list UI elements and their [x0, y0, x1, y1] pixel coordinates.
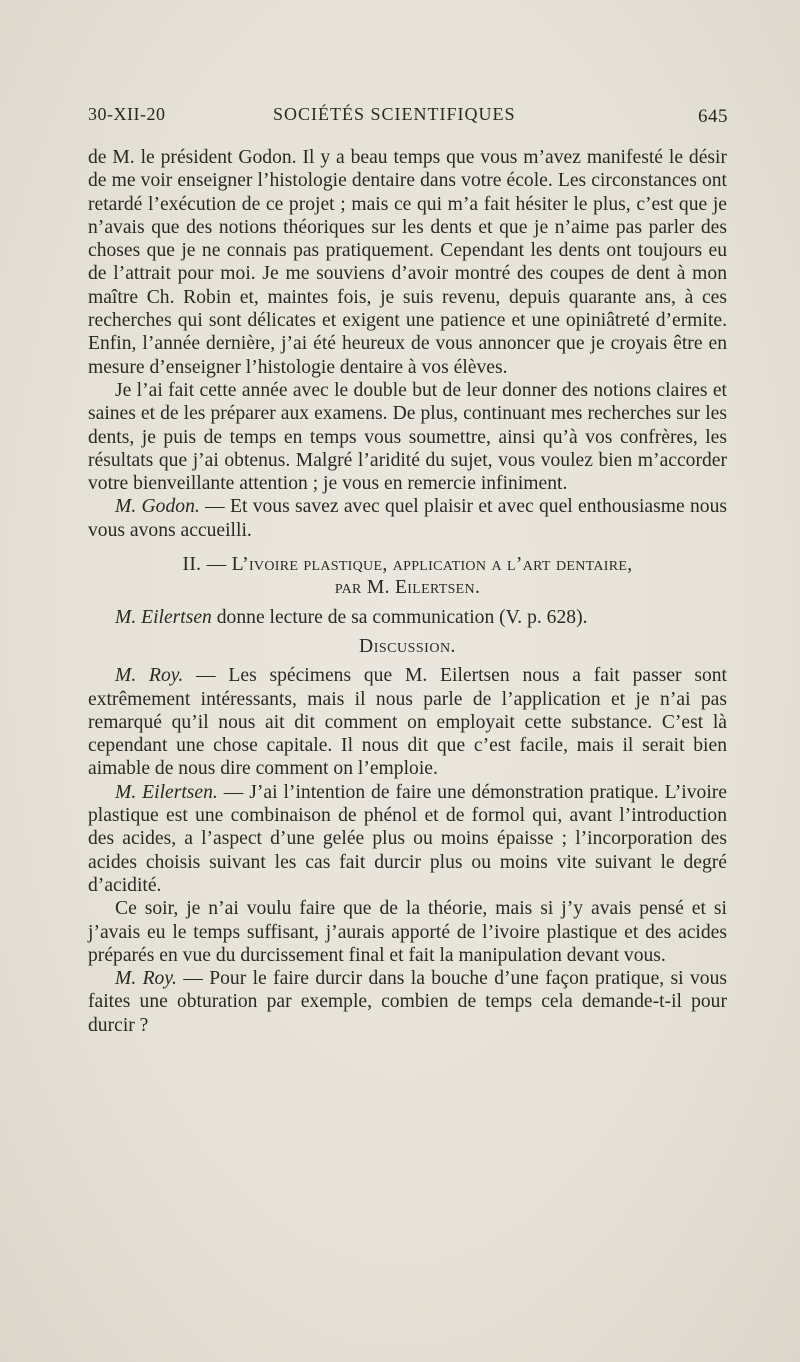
speech-text: — J’ai l’intention de faire une démonstration pratique. L’ivoire plastique est une combinaison de phénol et de formol qui, avant l’introduction des acides, a l’aspect d’une gelée plus ou moins épaisse ; l’incorporation des acides choisis suivant les cas fait durcir plus ou moins vite suivant le degré d’acidité.	[88, 781, 727, 896]
paragraph: de M. le président Godon. Il y a beau temps que vous m’avez manifesté le désir de me voir enseigner l’histologie dentaire dans votre école. Les circonstances ont retardé l’exécution de ce projet ; mais ce qui m’a fait hésiter le plus, c’est que je n’avais que des notions théoriques sur les dents et que je n’aime pas parler des choses que je ne connais pas pratiquement. Cependant les dents ont toujours eu de l’attrait pour moi. Je me souviens d’avoir montré des coupes de dent à mon maître Ch. Robin et, maintes fois, je suis revenu, depuis quarante ans, à ces recherches qui sont délicates et exigent une patience et une opiniâtreté d’ermite. Enfin, l’année dernière, j’ai été heureux de vous annoncer que je croyais être en mesure d’enseigner l’histologie dentaire à vos élèves.	[88, 147, 727, 378]
speaker-name: M. Eilertsen	[115, 606, 212, 628]
speech-text: donne lecture de sa communication (V. p. 628).	[211, 606, 588, 628]
speech-text: — Les spécimens que M. Eilertsen nous a fait passer sont extrêmement intéressants, mais il nous parle de l’application et je n’ai pas remarqué qu’il nous ait dit comment on employait cette substance. C’est là cependant une chose capitale. Il nous dit que c’est facile, mais il serait bien aimable de nous dire comment on l’emploie.	[88, 665, 727, 780]
section-heading-line-1: II. — L’ivoire plastique, application a l’art dentaire,	[182, 554, 633, 576]
paragraph	[88, 606, 727, 629]
paragraph: Je l’ai fait cette année avec le double but de leur donner des notions claires et saines et de les préparer aux examens. De plus, continuant mes recherches sur les dents, je puis de temps en temps vous soumettre, ainsi qu’à vos confrères, les résultats que j’ai obtenus. Malgré l’aridité du sujet, vous voulez bien m’accorder votre bienveillante attention ; je vous en remercie infiniment.	[88, 379, 727, 495]
paragraph	[88, 664, 727, 780]
page-number: 645	[698, 106, 728, 127]
paragraph	[88, 495, 727, 542]
page-body	[88, 146, 727, 1037]
paragraph	[88, 967, 727, 1037]
section-heading-line-2: par M. Eilertsen.	[334, 577, 481, 599]
speech-text: — Et vous savez avec quel plaisir et avec quel enthousiasme nous vous avons accueilli.	[88, 496, 727, 541]
running-header	[88, 104, 728, 134]
speaker-name: M. Roy.	[115, 665, 184, 687]
section-heading	[88, 553, 727, 600]
paragraph	[88, 781, 727, 897]
header-section-title: SOCIÉTÉS SCIENTIFIQUES	[273, 104, 516, 124]
paragraph: Ce soir, je n’ai voulu faire que de la théorie, mais si j’y avais pensé et si j’avais eu le temps suffisant, j’aurais apporté de l’ivoire plastique et des acides préparés en vue du durcissement final et fait la manipulation devant vous.	[88, 898, 727, 966]
discussion-heading: Discussion.	[359, 635, 456, 657]
header-date: 30-XII-20	[88, 104, 166, 124]
speech-text: — Pour le faire durcir dans la bouche d’une façon pratique, si vous faites une obturation par exemple, combien de temps cela demande-t-il pour durcir ?	[88, 968, 727, 1036]
speaker-name: M. Godon.	[115, 496, 200, 518]
speaker-name: M. Eilertsen.	[115, 781, 218, 803]
speaker-name: M. Roy.	[115, 968, 177, 990]
